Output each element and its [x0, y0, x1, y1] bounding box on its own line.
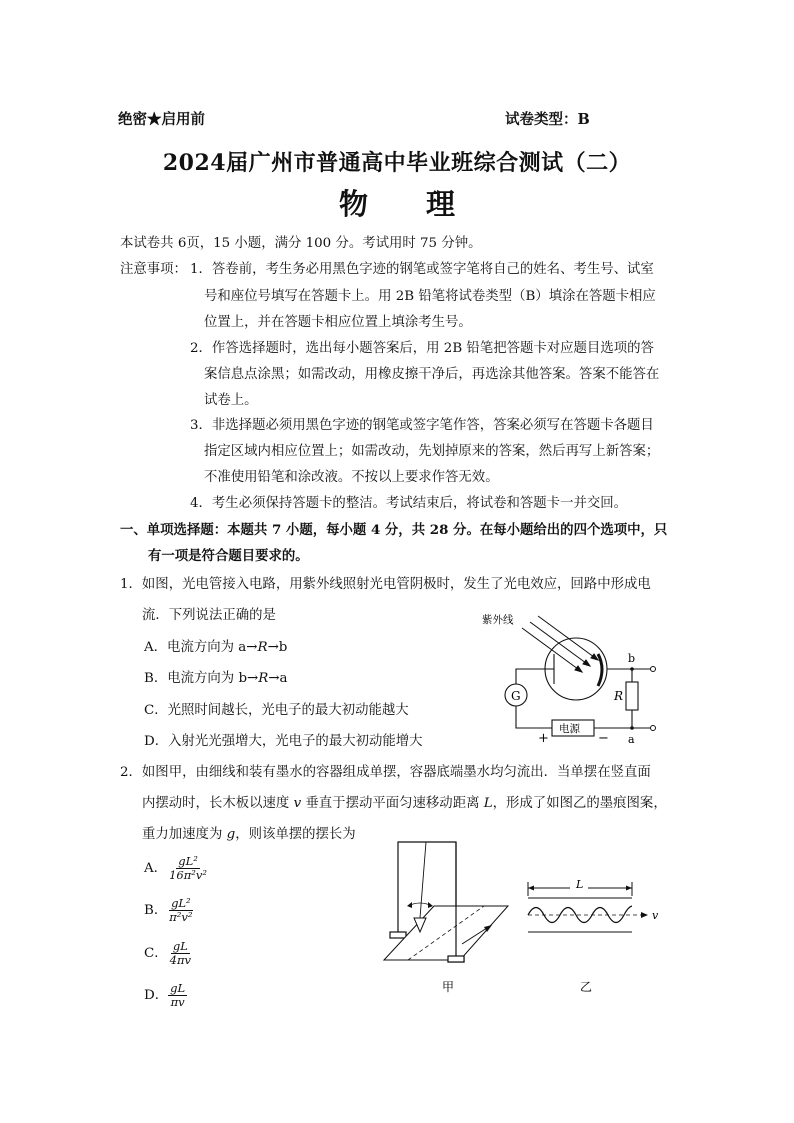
- note-1-line-3: 位置上，并在答题卡相应位置上填涂考生号。: [204, 315, 472, 330]
- q2-option-b: B． $\frac{\text{gL²}}{\text{π²v²}}$: [144, 896, 193, 924]
- minus-sign: −: [598, 731, 609, 746]
- note-3-line-3: 不准使用铅笔和涂改液。不按以上要求作答无效。: [204, 470, 499, 485]
- confidential-mark: 绝密★启用前: [118, 111, 205, 128]
- subject-char-2: 理: [426, 187, 456, 221]
- length-label: L: [576, 878, 584, 891]
- note-2-line-3: 试卷上。: [204, 393, 258, 408]
- section-1-heading-cont: 有一项是符合题目要求的。: [148, 548, 309, 564]
- power-source-label: 电源: [559, 723, 580, 735]
- ink-trace-figure-yi: [520, 876, 670, 996]
- subject-char-1: 物: [338, 187, 368, 221]
- note-3-line-1: 3．非选择题必须用黑色字迹的钢笔或签字笔作答，答案必须写在答题卡各题目: [190, 418, 654, 433]
- q1-option-c: C．光照时间越长，光电子的最大初动能越大: [144, 703, 409, 718]
- note-1-line-2: 号和座位号填写在答题卡上。用 2B 铅笔将试卷类型（B）填涂在答题卡相应: [204, 289, 656, 304]
- velocity-label: v: [652, 909, 659, 922]
- exam-title: 2024届广州市普通高中毕业班综合测试（二）: [162, 150, 632, 176]
- note-1-line-1: 1．答卷前，考生务必用黑色字迹的钢笔或签字笔将自己的姓名、考生号、试室: [190, 262, 654, 277]
- q1-option-d: D．入射光光强增大，光电子的最大初动能增大: [144, 734, 423, 749]
- ink-sine-trace: [528, 906, 632, 923]
- q2-option-a: A． $\frac{\text{gL²}}{\text{16π²v²}}$: [144, 854, 207, 882]
- terminal-b-label: b: [628, 652, 636, 665]
- note-4-line-1: 4．考生必须保持答题卡的整洁。考试结束后，将试卷和答题卡一并交回。: [190, 496, 628, 511]
- terminal-a-label: a: [628, 733, 635, 746]
- pendulum-figure-jia: [378, 836, 518, 996]
- uv-rays-icon: [522, 616, 598, 672]
- figure-yi-label: 乙: [580, 980, 593, 994]
- notes-label: 注意事项：: [120, 262, 187, 277]
- q2-stem-line-1: 2．如图甲，由细线和装有墨水的容器组成单摆，容器底端墨水均匀流出．当单摆在竖直面: [120, 765, 651, 780]
- resistor-icon: [626, 682, 638, 710]
- paper-type: 试卷类型：B: [505, 111, 590, 128]
- q2-stem-line-2: 内摆动时，长木板以速度 v 垂直于摆动平面匀速移动距离 L，形成了如图乙的墨痕图案，: [142, 796, 667, 811]
- cathode-icon: [598, 654, 602, 686]
- q1-option-a: A．电流方向为 a→R→b: [144, 640, 288, 655]
- note-3-line-2: 指定区域内相应位置上；如需改动，先划掉原来的答案，然后再写上新答案；: [204, 444, 660, 459]
- galvanometer-label: G: [511, 689, 521, 703]
- photoelectric-circuit-figure: [482, 606, 674, 748]
- figure-jia-label: 甲: [442, 980, 455, 994]
- terminal-b-icon: [651, 667, 656, 672]
- q1-option-b: B．电流方向为 b→R→a: [144, 671, 288, 686]
- note-2-line-2: 案信息点涂黑；如需改动，用橡皮擦干净后，再选涂其他答案。答案不能答在: [204, 367, 660, 382]
- note-2-line-1: 2．作答选择题时，选出每小题答案后，用 2B 铅笔把答题卡对应题目选项的答: [190, 341, 654, 356]
- q1-stem-line-1: 1．如图，光电管接入电路，用紫外线照射光电管阴极时，发生了光电效应，回路中形成电: [120, 577, 651, 592]
- q1-stem-line-2: 流．下列说法正确的是: [142, 608, 276, 623]
- subject-title: [0, 182, 794, 223]
- q2-option-d: D． $\frac{gL}{\pi v}$: [144, 981, 186, 1009]
- q2-option-c: C． $\frac{gL}{4\pi v}$: [144, 939, 192, 967]
- q2-stem-line-3: 重力加速度为 g，则该单摆的摆长为: [142, 827, 356, 842]
- terminal-a-icon: [651, 726, 656, 731]
- resistor-label: R: [614, 689, 624, 703]
- plus-sign: +: [538, 731, 549, 746]
- intro-line: 本试卷共 6页，15 小题，满分 100 分。考试用时 75 分钟。: [120, 236, 482, 251]
- uv-label: 紫外线: [482, 614, 514, 626]
- pendulum-string: [420, 842, 426, 918]
- section-1-heading: 一、单项选择题：本题共 7 小题，每小题 4 分，共 28 分。在每小题给出的四个选项中，只: [120, 522, 668, 538]
